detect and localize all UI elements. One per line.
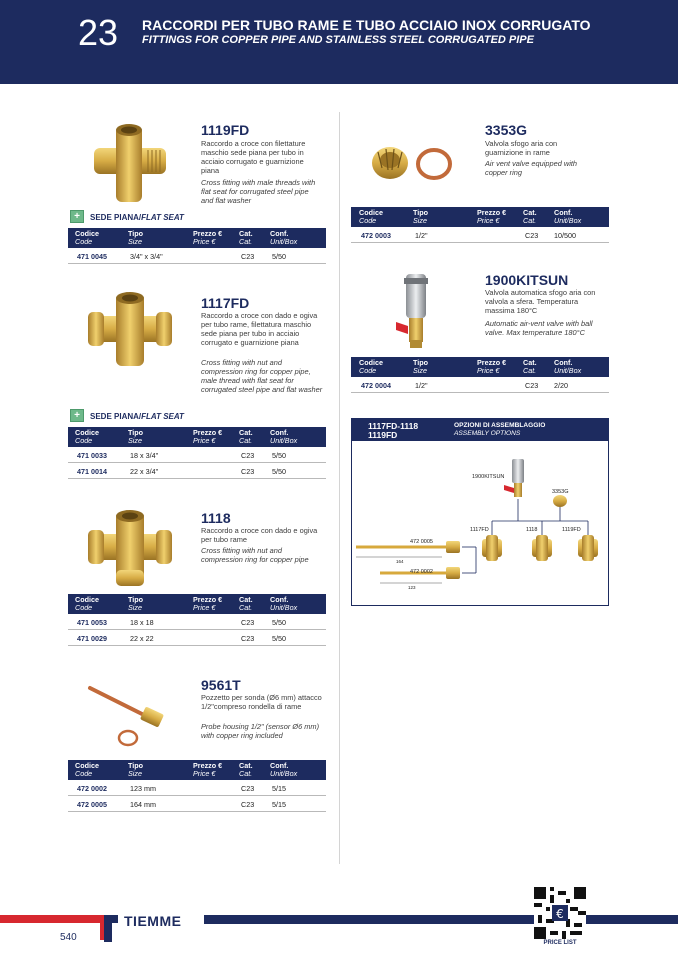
table-1900kitsun — [351, 357, 609, 393]
flat-seat-label-1117fd: SEDE PIANA/FLAT SEAT — [90, 412, 184, 421]
table-row: 471 0045 3/4" x 3/4" C23 5/50 — [68, 248, 326, 264]
flat-seat-icon: + — [70, 210, 84, 223]
assembly-diagram — [352, 441, 608, 605]
table-row: 472 0004 1/2" C23 2/20 — [351, 377, 609, 393]
page-number: 540 — [60, 932, 77, 943]
description-it-1117fd: Raccordo a croce con dado e ogiva per tubo rame, filettatura maschio sede piana per tubo in acciaio corrugato e guarnizione piana — [201, 311, 318, 347]
table-row: 471 0014 22 x 3/4" C23 5/50 — [68, 463, 326, 479]
description-en-1900kitsun: Automatic air-vent valve with ball valve. Max temperature 180°C — [485, 319, 593, 337]
table-row: 471 0033 18 x 3/4" C23 5/50 — [68, 447, 326, 463]
table-header: Codice Code Tipo Size Prezzo € Price € Cat. Cat. Conf. Unit/Box — [68, 594, 326, 614]
label-472-0002: 472 0002 — [410, 569, 433, 575]
description-it-1118: Raccordo a croce con dado e ogiva per tubo rame — [201, 526, 318, 544]
table-3353g — [351, 207, 609, 243]
description-it-1900kitsun: Valvola automatica sfogo aria con valvola a sfera. Temperatura massima 180°C — [485, 288, 596, 315]
header-title-en: FITTINGS FOR COPPER PIPE AND STAINLESS STEEL CORRUGATED PIPE — [142, 34, 534, 46]
label-1119fd: 1119FD — [562, 527, 581, 533]
product-code-1118: 1118 — [201, 510, 231, 526]
description-en-1117fd: Cross fitting with nut and compression ring for copper pipe, male thread with flat seat for corrugated steel pipe and flat washer — [201, 358, 323, 394]
product-image-1119fd — [88, 120, 172, 208]
table-9561t — [68, 760, 326, 812]
table-1117fd — [68, 427, 326, 479]
product-image-9561t — [84, 680, 174, 750]
description-en-1118: Cross fitting with nut and compression ring for copper pipe — [201, 546, 309, 564]
table-row: 471 0029 22 x 22 C23 5/50 — [68, 630, 326, 646]
column-divider — [339, 112, 340, 864]
description-en-3353g: Air vent valve equipped with copper ring — [485, 159, 578, 177]
description-it-9561t: Pozzetto per sonda (Ø6 mm) attacco 1/2"compreso rondella di rame — [201, 693, 322, 711]
chapter-number: 23 — [78, 12, 119, 53]
page-header — [0, 0, 678, 84]
product-code-3353g: 3353G — [485, 122, 528, 138]
label-1900kitsun: 1900KITSUN — [472, 474, 505, 480]
table-row: 472 0005 164 mm C23 5/15 — [68, 796, 326, 812]
description-it-3353g: Valvola sfogo aria con guarnizione in rame — [485, 139, 558, 157]
flat-seat-icon: + — [70, 409, 84, 422]
header-title-it: RACCORDI PER TUBO RAME E TUBO ACCIAIO INOX CORRUGATO — [142, 17, 591, 33]
label-1117fd: 1117FD — [470, 527, 489, 533]
table-header: Codice Code Tipo Size Prezzo € Price € Cat. Cat. Conf. Unit/Box — [351, 207, 609, 227]
table-1118 — [68, 594, 326, 646]
flat-seat-label-1119fd: SEDE PIANA/FLAT SEAT — [90, 213, 184, 222]
product-image-1118 — [86, 508, 176, 588]
assembly-options-box — [351, 418, 609, 606]
product-image-3353g — [366, 138, 458, 188]
product-code-1119fd: 1119FD — [201, 122, 250, 138]
description-en-1119fd: Cross fitting with male threads with flat seat for corrugated steel pipe and flat washer — [201, 178, 316, 205]
product-image-1900kitsun — [392, 270, 442, 352]
dimension-123: 123 — [408, 585, 416, 590]
table-row: 471 0053 18 x 18 C23 5/50 — [68, 614, 326, 630]
price-list-label: PRICE LIST — [543, 940, 577, 946]
table-1119fd — [68, 228, 326, 264]
product-code-9561t: 9561T — [201, 677, 241, 693]
table-row: 472 0003 1/2" C23 10/500 — [351, 227, 609, 243]
assembly-header: 1117FD-1118 1119FD OPZIONI DI ASSEMBLAGGIO ASSEMBLY OPTIONS — [352, 419, 608, 441]
table-header: Codice Code Tipo Size Prezzo € Price € Cat. Cat. Conf. Unit/Box — [68, 760, 326, 780]
product-image-1117fd — [86, 290, 176, 370]
label-472-0005: 472 0005 — [410, 539, 433, 545]
qr-code-graphic — [534, 887, 586, 939]
table-row: 472 0002 123 mm C23 5/15 — [68, 780, 326, 796]
brand-logo: TIEMME — [124, 913, 182, 929]
description-it-1119fd: Raccordo a croce con filettature maschio sede piana per tubo in acciaio corrugato e guarnizione piana — [201, 139, 306, 175]
table-header: Codice Code Tipo Size Prezzo € Price € Cat. Cat. Conf. Unit/Box — [351, 357, 609, 377]
label-1118: 1118 — [526, 527, 538, 533]
description-en-9561t: Probe housing 1/2" (sensor Ø6 mm) with copper ring included — [201, 722, 320, 740]
product-code-1117fd: 1117FD — [201, 295, 250, 311]
table-header: Codice Code Tipo Size Prezzo € Price € Cat. Cat. Conf. Unit/Box — [68, 228, 326, 248]
svg-text:€: € — [556, 906, 564, 921]
dimension-164: 164 — [396, 559, 404, 564]
qr-code[interactable] — [534, 887, 586, 939]
product-code-1900kitsun: 1900KITSUN — [485, 272, 569, 288]
label-3353g: 3353G — [552, 489, 569, 495]
table-header: Codice Code Tipo Size Prezzo € Price € Cat. Cat. Conf. Unit/Box — [68, 427, 326, 447]
